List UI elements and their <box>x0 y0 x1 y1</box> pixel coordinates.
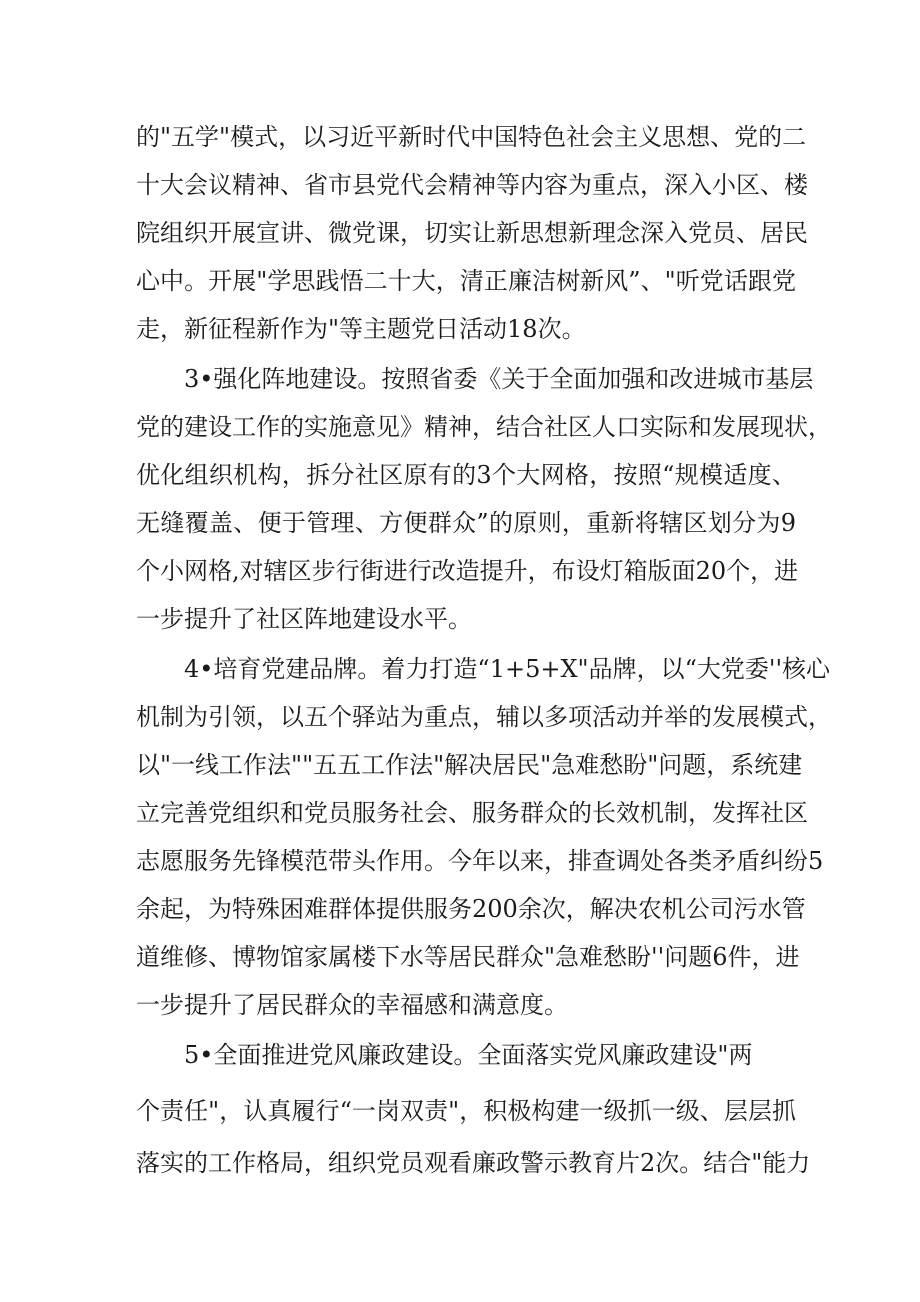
paragraph-3-line-7: 道维修、博物馆家属楼下水等居民群众"急难愁盼''问题6件，进 <box>136 943 800 971</box>
paragraph-3-line-3: 以"一线工作法""五五工作法"解决居民"急难愁盼"问题，系统建 <box>136 751 803 779</box>
paragraph-3-line-2: 机制为引领，以五个驿站为重点，辅以多项活动并举的发展模式， <box>136 703 832 731</box>
paragraph-2-line-2: 党的建设工作的实施意见》精神，结合社区人口实际和发展现状， <box>136 413 832 441</box>
paragraph-2-line-4: 无缝覆盖、便于管理、方便群众”的原则，重新将辖区划分为9 <box>136 509 796 537</box>
paragraph-2-line-6: 一步提升了社区阵地建设水平。 <box>136 605 472 633</box>
paragraph-2-line-1: 3•强化阵地建设。按照省委《关于全面加强和改进城市基层 <box>184 365 814 393</box>
paragraph-3-line-5: 志愿服务先锋模范带头作用。今年以来，排查调处各类矛盾纠纷5 <box>136 847 824 875</box>
paragraph-1-line-5: 走，新征程新作为"等主题党日活动18次。 <box>136 315 586 343</box>
paragraph-3-line-8: 一步提升了居民群众的幸福感和满意度。 <box>136 991 568 1019</box>
paragraph-3-line-4: 立完善党组织和党员服务社会、服务群众的长效机制，发挥社区 <box>136 799 808 827</box>
paragraph-1-line-1: 的"五学"模式，以习近平新时代中国特色社会主义思想、党的二 <box>136 123 807 151</box>
paragraph-1-line-2: 十大会议精神、省市县党代会精神等内容为重点，深入小区、楼 <box>136 171 808 199</box>
paragraph-4-line-1: 5•全面推进党风廉政建设。全面落实党风廉政建设"两 <box>184 1041 753 1069</box>
paragraph-1-line-3: 院组织开展宣讲、微党课，切实让新思想新理念深入党员、居民 <box>136 219 808 247</box>
paragraph-2-line-5: 个小网格,对辖区步行街进行改造提升，布设灯箱版面20个，进 <box>136 557 799 585</box>
paragraph-4-line-2: 个责任"，认真履行“一岗双责"，积极构建一级抓一级、层层抓 <box>136 1097 796 1125</box>
paragraph-4-line-3: 落实的工作格局，组织党员观看廉政警示教育片2次。结合"能力 <box>136 1149 811 1177</box>
paragraph-3-line-6: 余起，为特殊困难群体提供服务200余次，解决农机公司污水管 <box>136 895 806 923</box>
paragraph-1-line-4: 心中。开展"学思践悟二十大，清正廉洁树新风”、"听党话跟党 <box>136 267 796 295</box>
paragraph-3-line-1: 4•培育党建品牌。着力打造“1+5+X"品牌，以“大党委''核心 <box>184 655 831 683</box>
paragraph-2-line-3: 优化组织机构，拆分社区原有的3个大网格，按照“规模适度、 <box>136 461 796 489</box>
